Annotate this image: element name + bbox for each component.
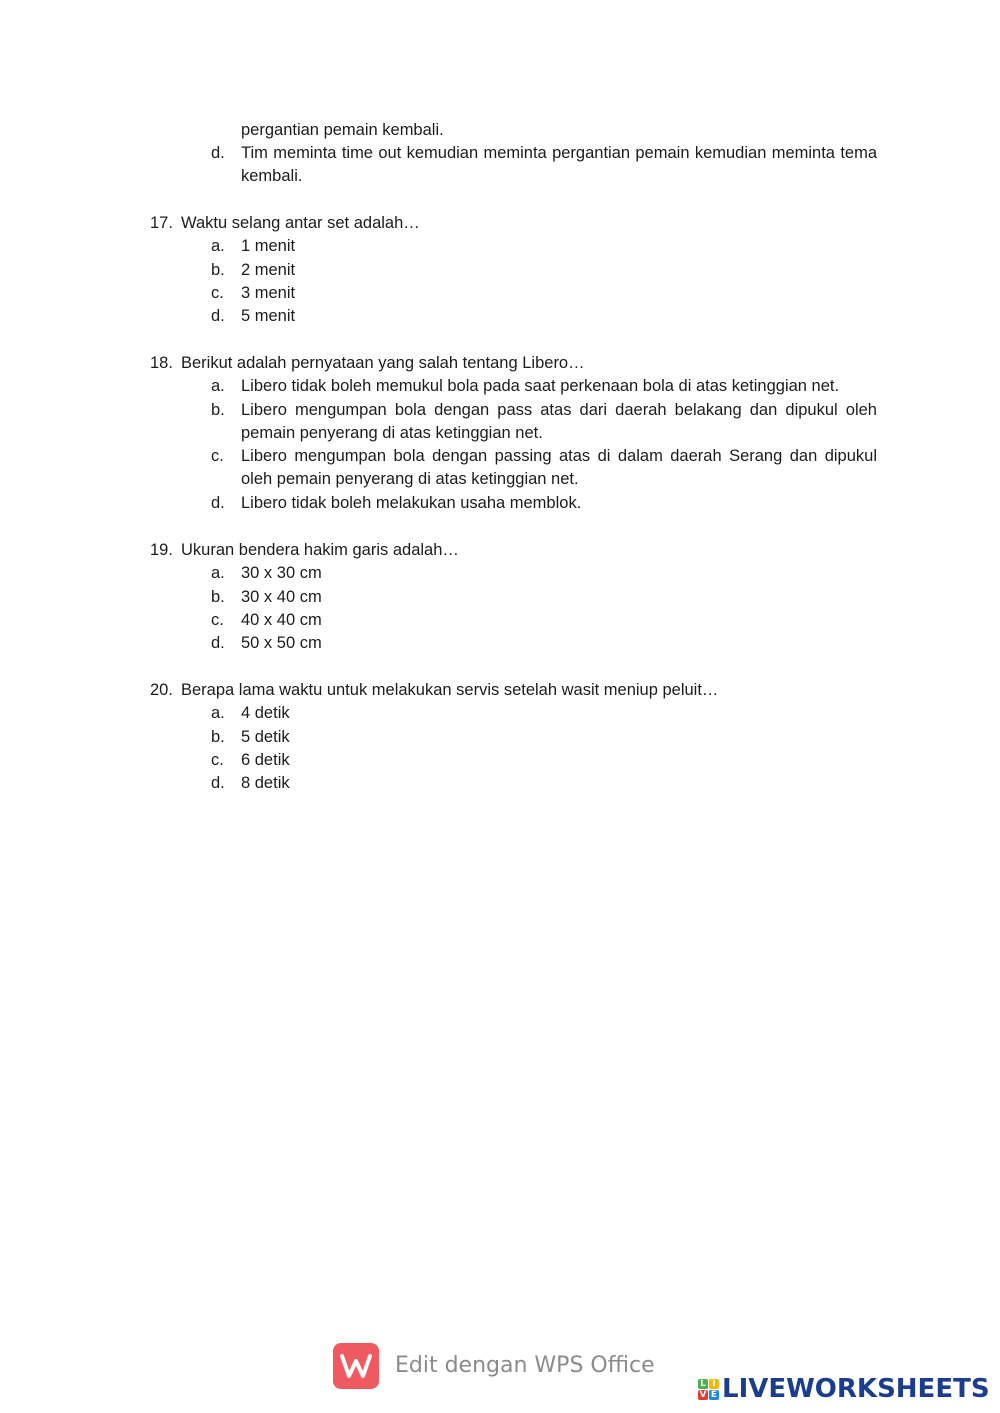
question-text: Berikut adalah pernyataan yang salah tentang Libero…: [181, 354, 585, 372]
option-letter: a.: [211, 237, 225, 256]
wps-logo-icon: [333, 1343, 379, 1389]
option-text: Libero tidak boleh melakukan usaha memblok.: [241, 493, 582, 512]
option-text: 8 detik: [241, 774, 290, 793]
option-item[interactable]: [211, 772, 877, 795]
option-letter: a.: [211, 564, 225, 583]
option-letter: d.: [211, 774, 225, 793]
question-stem: [150, 352, 877, 375]
option-letter: c.: [211, 750, 224, 769]
option-item[interactable]: [211, 399, 877, 446]
option-letter: b.: [211, 587, 225, 606]
option-text: 40 x 40 cm: [241, 610, 322, 629]
option-item[interactable]: [211, 492, 877, 515]
option-text: 1 menit: [241, 237, 296, 256]
option-item[interactable]: [211, 726, 877, 749]
question-number: 17.: [150, 214, 173, 232]
question-20: [150, 679, 877, 795]
option-item[interactable]: [211, 445, 877, 492]
option-text: 2 menit: [241, 260, 296, 279]
option-item: [211, 142, 877, 189]
logo-cell: V: [699, 1390, 707, 1401]
option-letter: c.: [211, 283, 224, 302]
option-letter: a.: [211, 377, 225, 396]
option-text: 30 x 30 cm: [241, 564, 322, 583]
question-text: Berapa lama waktu untuk melakukan servis setelah wasit meniup peluit…: [181, 681, 719, 699]
option-item[interactable]: [211, 632, 877, 655]
option-text: Libero tidak boleh memukul bola pada saat perkenaan bola di atas ketinggian net.: [241, 377, 840, 396]
option-item[interactable]: [211, 702, 877, 725]
question-number: 18.: [150, 354, 173, 372]
option-text: Libero mengumpan bola dengan passing atas di dalam daerah Serang dan dipukul oleh pemain penyerang di atas ketinggian net.: [241, 447, 877, 489]
option-letter: a.: [211, 704, 225, 723]
option-letter: c.: [211, 447, 224, 466]
liveworksheets-logo-icon: [698, 1379, 719, 1400]
logo-cell: I: [709, 1379, 719, 1389]
logo-cell: E: [710, 1390, 718, 1401]
option-text: 3 menit: [241, 283, 296, 302]
option-letter: b.: [211, 400, 225, 419]
logo-cell: L: [698, 1379, 708, 1389]
option-list: [150, 235, 877, 328]
option-item[interactable]: [211, 375, 877, 398]
option-text: 30 x 40 cm: [241, 587, 322, 606]
option-list: [150, 702, 877, 795]
option-list: [150, 375, 877, 515]
continuation-option-d: [150, 142, 877, 189]
option-letter: d.: [211, 493, 225, 512]
option-item[interactable]: [211, 259, 877, 282]
option-item[interactable]: [211, 609, 877, 632]
option-letter: d.: [211, 307, 225, 326]
question-19: [150, 539, 877, 655]
liveworksheets-wordmark: LIVEWORKSHEETS: [722, 1374, 990, 1404]
question-17: [150, 212, 877, 328]
option-text: Libero mengumpan bola dengan pass atas dari daerah belakang dan dipukul oleh pemain penyerang di atas ketinggian net.: [241, 400, 877, 442]
option-item[interactable]: [211, 282, 877, 305]
option-item[interactable]: [211, 749, 877, 772]
option-text: Tim meminta time out kemudian meminta pergantian pemain kemudian meminta tema kembali.: [241, 144, 877, 186]
option-item[interactable]: [211, 586, 877, 609]
option-text: 5 menit: [241, 307, 296, 326]
option-text: 6 detik: [241, 750, 290, 769]
option-letter: d.: [211, 144, 225, 162]
option-text: 5 detik: [241, 727, 290, 746]
continuation-line: pergantian pemain kembali.: [241, 121, 444, 139]
option-text: 50 x 50 cm: [241, 634, 322, 653]
liveworksheets-brand: [698, 1374, 990, 1404]
option-item[interactable]: [211, 562, 877, 585]
question-stem: [150, 679, 877, 702]
option-list: [150, 562, 877, 655]
option-item[interactable]: [211, 305, 877, 328]
option-item[interactable]: [211, 235, 877, 258]
wps-edit-link[interactable]: [333, 1343, 655, 1389]
question-stem: [150, 212, 877, 235]
question-number: 20.: [150, 681, 173, 699]
question-18: [150, 352, 877, 515]
wps-edit-label: Edit dengan WPS Office: [395, 1353, 655, 1379]
question-text: Waktu selang antar set adalah…: [181, 214, 420, 232]
question-stem: [150, 539, 877, 562]
question-number: 19.: [150, 541, 173, 559]
option-letter: b.: [211, 260, 225, 279]
option-letter: c.: [211, 610, 224, 629]
option-letter: d.: [211, 634, 225, 653]
option-letter: b.: [211, 727, 225, 746]
option-text: 4 detik: [241, 704, 290, 723]
question-text: Ukuran bendera hakim garis adalah…: [181, 541, 459, 559]
